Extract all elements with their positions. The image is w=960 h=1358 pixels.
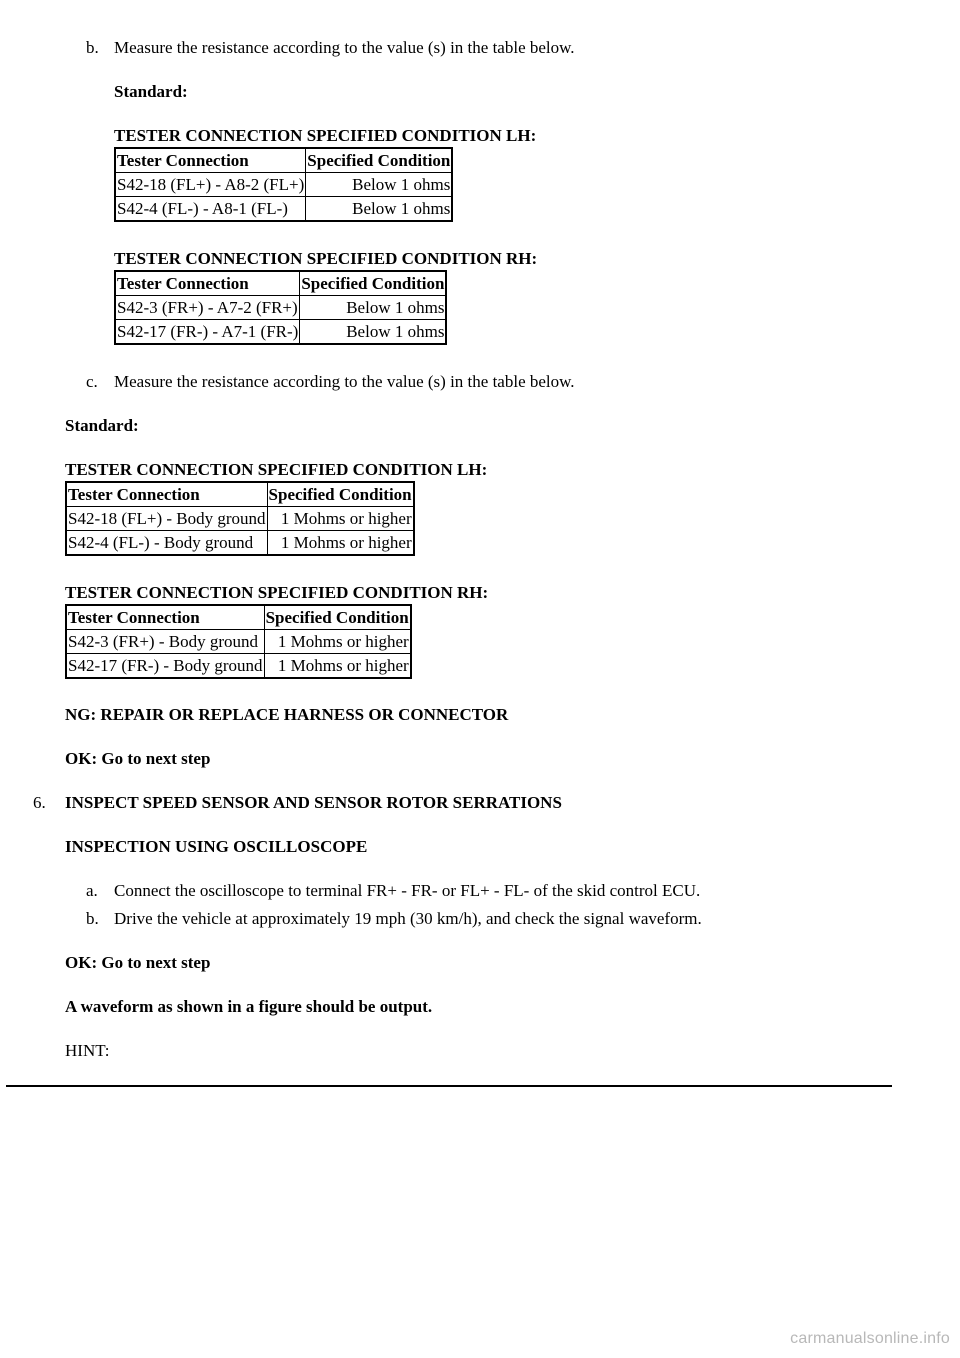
table-cell: Below 1 ohms [306,173,453,197]
table-row [66,654,411,679]
table-row [115,320,446,345]
table-cell: 1 Mohms or higher [267,531,414,556]
table-cell: 1 Mohms or higher [264,630,411,654]
ng-result: NG: REPAIR OR REPLACE HARNESS OR CONNECTOR [65,705,509,724]
step-6-item-b-marker: b. [86,909,99,928]
step-b-lh-table [114,147,453,222]
table-cell: Below 1 ohms [300,320,447,345]
table-header-cell: Tester Connection [66,605,264,630]
hint-label: HINT: [65,1041,110,1060]
step-b-rh-table [114,270,447,345]
table-cell: S42-17 (FR-) - Body ground [66,654,264,679]
table-cell: S42-4 (FL-) - A8-1 (FL-) [115,197,306,222]
step-c-rh-table [65,604,412,679]
step-b-marker: b. [86,38,99,57]
table-cell: 1 Mohms or higher [267,507,414,531]
step-6-number: 6. [33,793,46,812]
step-b-rh-heading: TESTER CONNECTION SPECIFIED CONDITION RH: [114,249,538,268]
table-row [115,173,452,197]
table-cell: S42-18 (FL+) - A8-2 (FL+) [115,173,306,197]
table-header-row [66,482,414,507]
waveform-note: A waveform as shown in a figure should be output. [65,997,433,1016]
table-header-cell: Tester Connection [115,148,306,173]
step-c-standard: Standard: [65,416,139,435]
step-c-lh-table [65,481,415,556]
table-cell: S42-18 (FL+) - Body ground [66,507,267,531]
table-header-cell: Specified Condition [306,148,453,173]
step-c-text: Measure the resistance according to the value (s) in the table below. [114,372,575,391]
ok-result: OK: Go to next step [65,749,211,768]
step-b-lh-heading: TESTER CONNECTION SPECIFIED CONDITION LH: [114,126,537,145]
table-cell: 1 Mohms or higher [264,654,411,679]
table-row [115,296,446,320]
page-divider [6,1085,892,1087]
table-header-row [66,605,411,630]
table-header-cell: Tester Connection [66,482,267,507]
step-6-item-a-text: Connect the oscilloscope to terminal FR+ - FR- or FL+ - FL- of the skid control ECU. [114,881,701,900]
step-6-item-b-text: Drive the vehicle at approximately 19 mph (30 km/h), and check the signal waveform. [114,909,702,928]
step-6-ok-result: OK: Go to next step [65,953,211,972]
step-6-subheading: INSPECTION USING OSCILLOSCOPE [65,837,368,856]
table-header-cell: Specified Condition [264,605,411,630]
step-6-title: INSPECT SPEED SENSOR AND SENSOR ROTOR SERRATIONS [65,793,562,812]
table-cell: Below 1 ohms [306,197,453,222]
table-cell: Below 1 ohms [300,296,447,320]
table-cell: S42-3 (FR+) - Body ground [66,630,264,654]
table-cell: S42-4 (FL-) - Body ground [66,531,267,556]
table-header-cell: Specified Condition [300,271,447,296]
table-header-row [115,148,452,173]
step-b-text: Measure the resistance according to the value (s) in the table below. [114,38,575,57]
table-header-cell: Tester Connection [115,271,300,296]
table-row [66,531,414,556]
step-c-lh-heading: TESTER CONNECTION SPECIFIED CONDITION LH: [65,460,488,479]
step-b-standard: Standard: [114,82,188,101]
step-c-marker: c. [86,372,98,391]
step-6-item-a-marker: a. [86,881,98,900]
watermark-text: carmanualsonline.info [790,1330,950,1347]
table-header-cell: Specified Condition [267,482,414,507]
table-row [66,507,414,531]
table-header-row [115,271,446,296]
step-c-rh-heading: TESTER CONNECTION SPECIFIED CONDITION RH: [65,583,489,602]
table-cell: S42-3 (FR+) - A7-2 (FR+) [115,296,300,320]
table-row [66,630,411,654]
table-cell: S42-17 (FR-) - A7-1 (FR-) [115,320,300,345]
table-row [115,197,452,222]
